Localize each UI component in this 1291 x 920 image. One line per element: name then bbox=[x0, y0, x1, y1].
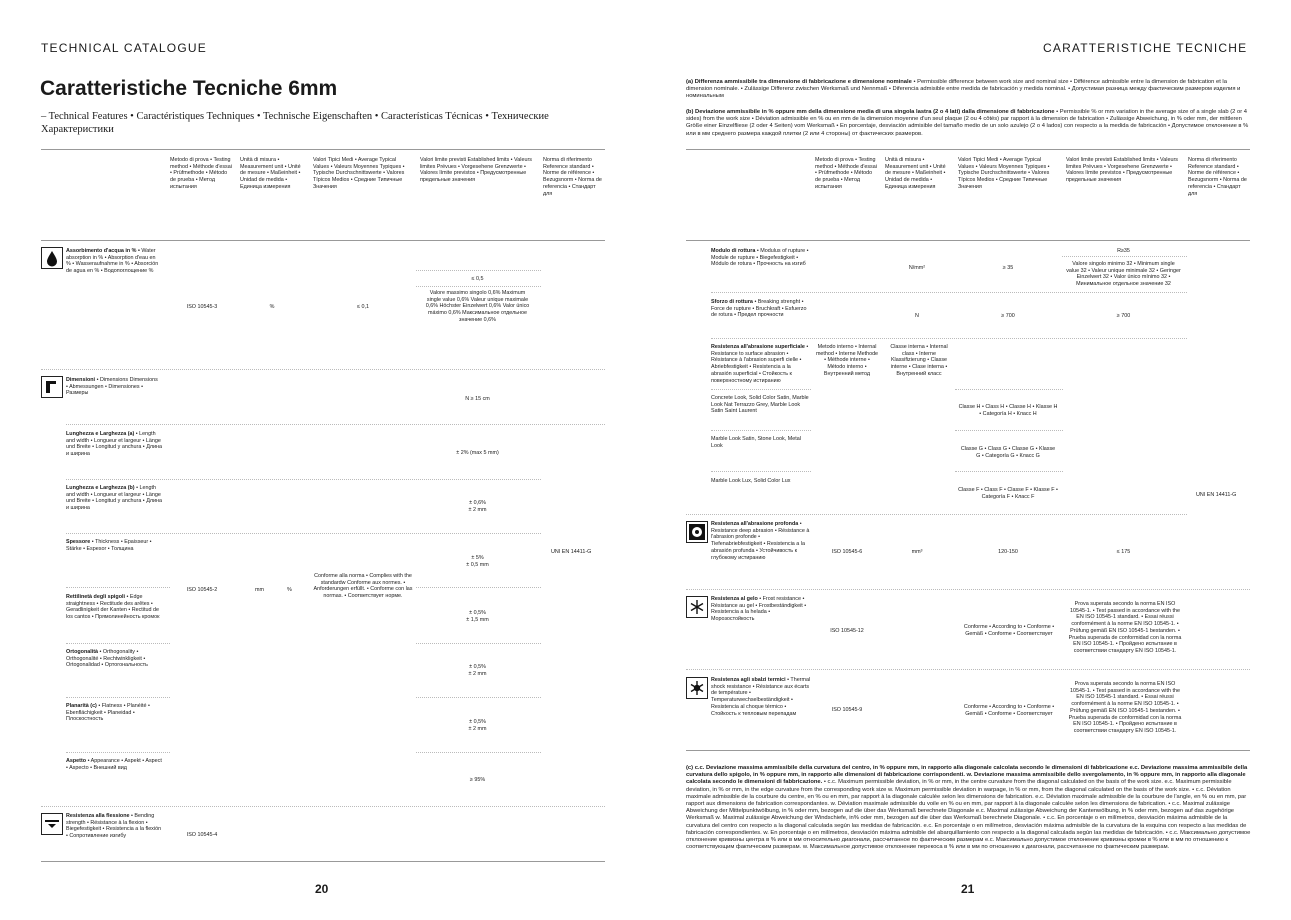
aspect-value: ≥ 95% bbox=[469, 777, 486, 783]
row-label: Spessore bbox=[66, 539, 91, 545]
col-method-right: Metodo di prova • Testing method • Méthode d'essai • Prüfmethode • Método de prueba • Метод испытания bbox=[815, 157, 877, 190]
abrasion-method: Metodo interno • Internal method • Interne Methode • Méthode interne • Método interno • Внутренний метод bbox=[815, 344, 879, 377]
finish-3-name: Marble Look Lux, Solid Color Lux bbox=[711, 478, 791, 484]
modulus-limit: Valore singolo minimo 32 • Minimum single value 32 • Valeur unique minimale 32 • Geringer Einzelwert 32 • Valor único mínimo 32 • Минимальное отдельное значение 32 bbox=[1066, 261, 1181, 288]
breaking-desc: • Breaking strenght • Force de rupture • Bruchkraft • Esfuerzo de rotura • Предел прочности bbox=[711, 299, 807, 319]
row-flatness-label bbox=[66, 703, 164, 723]
divider bbox=[711, 471, 811, 472]
dims-limit: N ≥ 15 cm bbox=[465, 396, 490, 402]
row-length-a-value: ± 2% (max 5 mm) bbox=[456, 450, 499, 456]
divider bbox=[686, 669, 1250, 670]
row-flatness-value: ± 0,5% bbox=[469, 719, 486, 725]
row-length-b-value2: ± 2 mm bbox=[468, 507, 487, 513]
divider bbox=[686, 589, 1250, 590]
divider bbox=[66, 697, 170, 698]
row-flatness-value2: ± 2 mm bbox=[468, 726, 487, 732]
finish-2-class: Classe G • Class G • Classe G • Klasse G • Categoría G • Класс G bbox=[960, 446, 1056, 459]
note-a bbox=[686, 79, 1251, 101]
thermal-label: Resistenza agli sbalzi termici bbox=[711, 677, 786, 683]
divider bbox=[416, 286, 541, 287]
dims-norm: UNI EN 14411-G bbox=[551, 549, 592, 555]
modulus-label: Modulo di rottura bbox=[711, 248, 756, 254]
right-header: CARATTERISTICHE TECNICHE bbox=[1043, 41, 1248, 55]
thermal-shock-icon bbox=[686, 677, 708, 699]
row-thickness-value: ± 5% bbox=[471, 555, 484, 561]
row-label: Lunghezza e Larghezza (b) bbox=[66, 485, 135, 491]
col-method: Metodo di prova • Testing method • Méthode d'essai • Prüfmethode • Método de prueba • Метод испытания bbox=[170, 157, 232, 190]
modulus-typical: ≥ 35 bbox=[1002, 265, 1014, 271]
deep-limit: ≤ 175 bbox=[1116, 549, 1131, 555]
divider bbox=[711, 430, 811, 431]
note-a-text: • Permissible difference between work size and nominal size • Différence admissible entre la dimension de fabrication et la dimension nominale. • Zulässige Differenz zwischen Werksmaß und Nennmaß • Diferencia admisible entre medida de fabricación y medida nominal. • Допустимая разница между фактическим размером изделия и номинальным bbox=[686, 79, 1241, 100]
note-c bbox=[686, 765, 1251, 851]
aspect-label: Aspetto bbox=[66, 758, 87, 764]
water-limit-note: Valore massimo singolo 0,6% Maximum single value 0,6% Valeur unique maximale 0,6% Höchster Einzelwert 0,6% Valor único máximo 0,6% Максимальное отдельное значение 0,6% bbox=[425, 290, 530, 323]
divider bbox=[66, 752, 170, 753]
row-thickness-label bbox=[66, 539, 164, 552]
thermal-method: ISO 10545-9 bbox=[831, 707, 863, 713]
page-number-right: 21 bbox=[961, 882, 975, 896]
divider bbox=[41, 369, 605, 370]
divider bbox=[66, 479, 541, 480]
dims-unit-percent: % bbox=[287, 587, 292, 593]
col-typical-right: Valori Tipici Medi • Average Typical Values • Valeurs Moyennes Typiques • Typische Durchschnittswerte • Valores Típicos Medios • Средние Типичные Значения bbox=[958, 157, 1050, 190]
note-c-text: • c.c. Maximum permissible deviation, in % or mm, in the centre curvature from the diagonal calculated on the basis of the work size. e.c. Maximum permissible deviation, in % or mm, in the edge curvature from the corresponding work size w. Maximum permissible deviation in warpage, in % or mm, from the diagonal calculated on the basis of the work size. • c.c. Déviation maximale admissible de la courbure du centre, en % ou en mm, par rapport à la diagonale calculée selon les dimensions de fabrication. e.c. Déviation maximale admissible de la courbure de l'angle, en % ou en mm, par rapport aux dimensions de fabrication correspondantes. w. Déviation maximale admissible du voile en % ou en mm, par rapport à la diagonale calculée selon les dimensions de fabrication. • c.c. Maximal zulässige Abweichung der Mittelpunktwölbung, in % oder mm, bezogen auf die über das Werksmaß berechnete Diagonale e.c. Maximal zulässige Abweichung der Kantenwölbung, in % oder mm, bezogen auf das zugehörige Werksmaß w. Maximal zulässige Abweichung der Windschiefe, in% oder mm, bezogen auf die über das Werksmaß berechnete Diagonale. • c.c. En porcentaje o en milímetros, desviación máxima admisible de la curvatura del centro con respecto a la diagonal calculada según las medidas de fabricación. e.c. En porcentaje o en milímetros, desviación máxima admisible de la curvatura de la esquina con respecto a las medidas de fabricación correspondientes. w. En porcentaje o en milímetros, desviación máxima admisible del abarquillamiento con respecto a la diagonal calculada según las medidas de fabricación. • c.c. Максимально допустимое отклонение кривизны центра в % или в мм относительно диагонали, рассчитанное по фактическим размерам e.c. Максимально допустимое отклонение кривизны кромки в % или в мм по отношению к соответствующим фактическим размерам. w. Максимальное допустимое отклонение перекоса в % или в мм по отношению к диагонали, рассчитанное по фактическим размерам. bbox=[686, 779, 1251, 851]
row-orthogonality-value: ± 0,5% bbox=[469, 664, 486, 670]
thermal-limit: Prova superata secondo la norma EN ISO 10545-1. • Test passed in accordance with the EN ISO 10545-1 standard. • Essai réussi conformément à la norme EN ISO 10545-1. • Prüfung gemäß EN ISO 10545-1 bestanden. • Prueba superada de conformidad con la norma EN ISO 10545-1. • Пройдено испытание в соответствии стандарту EN ISO 10545-1. bbox=[1068, 681, 1182, 734]
deep-abrasion-icon bbox=[686, 521, 708, 543]
thermal-typical: Conforme • According to • Conforme • Gemäß • Conforme • Соответствует bbox=[963, 704, 1055, 717]
divider bbox=[416, 697, 541, 698]
note-a-bold: (a) Differenza ammissibile tra dimensione di fabbricazione e dimensione nominale bbox=[686, 79, 912, 85]
breaking-unit: N bbox=[915, 313, 919, 319]
deep-unit: mm³ bbox=[911, 549, 923, 555]
divider bbox=[41, 806, 605, 807]
deep-method: ISO 10545-6 bbox=[831, 549, 863, 555]
finish-3-class: Classe F • Class F • Classe F • Klasse F • Categoría F • Класс F bbox=[958, 487, 1058, 500]
divider bbox=[686, 149, 1250, 150]
bending-method: ISO 10545-4 bbox=[186, 832, 218, 838]
col-norm: Norma di riferimento Reference standard • Norme de référence • Bezugsnorm • Norma de referencia • Стандарт для bbox=[543, 157, 602, 197]
bending-icon bbox=[41, 813, 63, 835]
water-typical: ≤ 0,1 bbox=[357, 304, 369, 310]
aspect-label-block bbox=[66, 758, 164, 771]
row-desc: • Thickness • Epaisseur • Stärke • Espesor • Толщина bbox=[66, 539, 152, 552]
col-typical: Valori Tipici Medi • Average Typical Values • Valeurs Moyennes Typiques • Typische Durchschnittswerte • Valores Típicos Medios • Средние Типичные Значения bbox=[313, 157, 405, 190]
modulus-limit-top: R≥35 bbox=[1117, 248, 1130, 254]
bending-label: Resistenza alla flessione bbox=[66, 813, 130, 819]
row-desc: • Edge straightness • Rectitude des arêtes • Geradlinigkeit der Kanten • Rectitud de los cantos • Прямолинейность кромок bbox=[66, 594, 160, 621]
aspect-desc: • Appearance • Aspekt • Aspect • Aspecto • Внешний вид bbox=[66, 758, 162, 771]
water-limit: ≤ 0,5 bbox=[471, 276, 484, 282]
note-b bbox=[686, 109, 1251, 138]
row-desc: • Flatness • Planéité • Ebenflächigkeit • Planeidad • Плоскостность bbox=[66, 703, 150, 723]
modulus-label-block bbox=[711, 248, 811, 268]
page-number-left: 20 bbox=[315, 882, 329, 896]
note-b-text: • Permissible % or mm variation in the average size of a single slab (2 or 4 sides) from the work size • Déviation admissible en % ou en mm de la dimension moyenne d'un seul plaque (2 ou 4 côtés) par rapport à la dimension de fabrication • Zulässige Abweichung, in % oder mm, der mittleren Größe einer Einzelfliese (2 oder 4 Seiten) vom Werksmaß • En porcentaje, desviación admisible del tamaño medio de un solo azulejo (2 o 4 lados) con respecto a la medida de fabricación • Допустимое отклонение в % или в мм среднего размера каждой плитки (2 или 4 стороны) от фактических размеров. bbox=[686, 109, 1249, 137]
page-subtitle: – Technical Features • Caractéristiques Techniques • Technische Eigenschaften • Características Técnicas • Технические Характеристики bbox=[41, 111, 549, 135]
divider bbox=[416, 643, 541, 644]
row-orthogonality-value2: ± 2 mm bbox=[468, 671, 487, 677]
bending-desc: • Bending strength • Résistance à la flexion • Biegefestigkeit • Resistencia a la flexión • Сопротивление изгибу bbox=[66, 813, 162, 840]
divider bbox=[416, 270, 541, 271]
divider bbox=[41, 240, 605, 241]
page-title: Caratteristiche Tecniche 6mm bbox=[40, 77, 338, 100]
water-unit: % bbox=[269, 304, 275, 310]
row-edge-label bbox=[66, 594, 164, 621]
dims-method: ISO 10545-2 bbox=[186, 587, 218, 593]
breaking-limit: ≥ 700 bbox=[1116, 313, 1131, 319]
left-header: TECHNICAL CATALOGUE bbox=[41, 41, 207, 55]
deep-desc: • Resistance deep abrasion • Résistance à l'abrasion profonde • Tiefenabriebfestigkeit • Resistencia a la abrasión profunda • Устойчивость к глубокому истиранию bbox=[711, 521, 810, 561]
row-label: Ortogonalità bbox=[66, 649, 99, 655]
divider bbox=[41, 861, 605, 862]
row-desc: • Length and width • Longueur et largeur • Länge und Breite • Longitud y anchura • Длина и ширина bbox=[66, 431, 162, 458]
water-label-block bbox=[66, 248, 161, 275]
divider bbox=[41, 149, 605, 150]
col-unit: Unità di misura • Measurement unit • Unité de mesure • Maßeinheit • Unidad de medida • Единица измерения bbox=[240, 157, 301, 190]
divider bbox=[66, 587, 170, 588]
row-label: Lunghezza e Larghezza (a) bbox=[66, 431, 135, 437]
finish-1-name: Concrete Look, Solid Color Satin, Marble Look Nat Terrazzo Grey, Marble Look Satin Saint Laurent bbox=[711, 395, 809, 415]
deep-label: Resistenza all'abrasione profonda bbox=[711, 521, 799, 527]
deep-typical: 120-150 bbox=[998, 549, 1018, 555]
row-orthogonality-label bbox=[66, 649, 164, 669]
frost-desc: • Frost resistance • Résistance au gel • Frostbeständigkeit • Resistencia a la helada • Морозостойкость bbox=[711, 596, 807, 623]
row-desc: • Length and width • Longueur et largeur • Länge und Breite • Longitud y anchura • Длина и ширина bbox=[66, 485, 162, 512]
abrasion-desc: • Resistance to surface abrasion • Résistance à l'abrasion superfi cielle • Abriebfestigkeit • Resistencia a la abrasión superficial • Стойкость к поверхностному истиранию bbox=[711, 344, 809, 384]
divider bbox=[955, 389, 1063, 390]
divider bbox=[1062, 256, 1187, 257]
modulus-unit: N/mm² bbox=[908, 265, 926, 271]
modulus-desc: • Modulus of rupture • Module de rupture • Biegefestigkeit • Módulo de rotura • Прочность на изгиб bbox=[711, 248, 809, 268]
divider bbox=[66, 643, 170, 644]
dims-typical: Conforme alla norma • Complies with the standardw Conforme aux normes. • Anforderungen erfüllt. • Conforme con las normas. • Соответствует норме. bbox=[313, 573, 413, 600]
frost-label: Resistenza al gelo bbox=[711, 596, 758, 602]
row-length-a-label bbox=[66, 431, 164, 458]
col-norm-right: Norma di riferimento Reference standard • Norme de référence • Bezugsnorm • Norma de referencia • Стандарт для bbox=[1188, 157, 1247, 197]
row-thickness-value2: ± 0,5 mm bbox=[466, 562, 489, 568]
snowflake-icon bbox=[686, 596, 708, 618]
dimensions-icon bbox=[41, 376, 63, 398]
water-desc: Water absorption in % • Absorption d'eau en % • Wasseraufnahme in % • Absorción de agua en % • Водопоглощение % bbox=[66, 248, 159, 275]
breaking-typical: ≥ 700 bbox=[1001, 313, 1015, 319]
dims-unit: mm bbox=[255, 587, 264, 593]
breaking-label-block bbox=[711, 299, 811, 319]
divider bbox=[686, 240, 1250, 241]
frost-method: ISO 10545-12 bbox=[830, 628, 864, 634]
deep-label-block bbox=[711, 521, 811, 561]
divider bbox=[66, 424, 605, 425]
row-desc: • Orthogonality • Orthogonalité • Rechtwinkligkeit • Ortogonalidad • Ортогональность bbox=[66, 649, 148, 669]
bending-label-block bbox=[66, 813, 164, 840]
norm-main: UNI EN 14411-G bbox=[1196, 492, 1237, 498]
divider bbox=[416, 752, 541, 753]
finish-2-name: Marble Look Satin, Stone Look, Metal Look bbox=[711, 436, 801, 449]
frost-typical: Conforme • According to • Conforme • Gemäß • Conforme • Соответствует bbox=[963, 624, 1055, 637]
divider bbox=[711, 389, 811, 390]
divider bbox=[955, 471, 1063, 472]
dims-desc: • Dimensions Dimensions • Abmessungen • Dimensiones • Размеры bbox=[66, 377, 158, 397]
row-length-b-label bbox=[66, 485, 164, 512]
divider bbox=[66, 533, 541, 534]
dims-label-block bbox=[66, 377, 161, 397]
note-c-bold: (c) c.c. Deviazione massima ammissibile della curvatura del centro, in % oppure mm, in rapporto alla diagonale calcolata secondo le dimensioni di fabbricazione e.c. Deviazione massima ammissibile della curvatura dello spigolo, in % oppure mm, in rapporto alle dimensioni di fabbricazione corrispondenti. w. Deviazione massima ammissibile dello svergolamento, in % oppure mm, in rapporto alla diagonale calcolata secondo le dimensioni di fabbricazione. bbox=[686, 765, 1248, 786]
divider bbox=[686, 750, 1250, 751]
row-edge-value: ± 0,5% bbox=[469, 610, 486, 616]
col-unit-right: Unità di misura • Measurement unit • Unité de mesure • Maßeinheit • Unidad de medida • Единица измерения bbox=[885, 157, 946, 190]
frost-label-block bbox=[711, 596, 811, 623]
divider bbox=[955, 430, 1063, 431]
divider bbox=[711, 292, 1187, 293]
thermal-desc: • Thermal shock resistance • Résistance aux écarts de température • Temperaturwechselbeständigkeit • Resistencia al choque térmico • Стойкость к тепловым перепадам bbox=[711, 677, 811, 717]
abrasion-label: Resistenza all'abrasione superficiale bbox=[711, 344, 805, 350]
col-limits: Valori limite previsti Established limits • Valeurs limites Prévues • Vorgesehene Grenzwerte • Valores límite previstos • Предусмотренные предельные значения bbox=[420, 157, 532, 184]
row-label: Rettilinetà degli spigoli bbox=[66, 594, 126, 600]
abrasion-label-block bbox=[711, 344, 811, 384]
divider bbox=[686, 514, 1187, 515]
abrasion-unit: Classe interna • Internal class • Interne Klassifizierung • Classe interne • Clase interna • Внутренний класс bbox=[890, 344, 948, 377]
note-b-bold: (b) Deviazione ammissibile in % oppure mm della dimensione media di una singola lastra (2 o 4 lati) dalla dimensione di fabbricazione bbox=[686, 109, 1055, 115]
water-drop-icon bbox=[41, 247, 63, 269]
row-label: Planarità (c) bbox=[66, 703, 97, 709]
frost-limit: Prova superata secondo la norma EN ISO 10545-1. • Test passed in accordance with the EN ISO 10545-1 standard. • Essai réussi conformément à la norme EN ISO 10545-1. • Prüfung gemäß EN ISO 10545-1 bestanden. • Prueba superada de conformidad con la norma EN ISO 10545-1. • Пройдено испытание в соответствии стандарту EN ISO 10545-1. bbox=[1068, 601, 1182, 654]
row-length-b-value: ± 0,6% bbox=[469, 500, 486, 506]
dims-label: Dimensioni bbox=[66, 377, 96, 383]
divider bbox=[416, 587, 541, 588]
col-limits-right: Valori limite previsti Established limits • Valeurs limites Prévues • Vorgesehene Grenzwerte • Valores límite previstos • Предусмотренные предельные значения bbox=[1066, 157, 1178, 184]
water-label: Assorbimento d'acqua in % • bbox=[66, 248, 140, 254]
breaking-label: Sforzo di rottura bbox=[711, 299, 753, 305]
thermal-label-block bbox=[711, 677, 811, 717]
row-edge-value2: ± 1,5 mm bbox=[466, 617, 489, 623]
water-method: ISO 10545-3 bbox=[186, 304, 218, 310]
divider bbox=[711, 338, 1187, 339]
finish-1-class: Classe H • Class H • Classe H • Klasse H • Categoría H • Класс H bbox=[958, 404, 1058, 417]
